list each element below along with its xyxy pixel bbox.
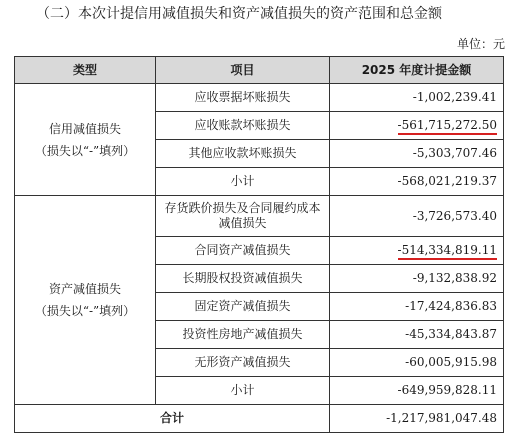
unit-label: 单位：元 [456, 37, 505, 51]
amount-underlined: -561,715,272.50 [398, 118, 497, 135]
subtotal-amount: -649,959,828.11 [330, 377, 504, 405]
header-amount: 2025 年度计提金额 [330, 57, 504, 84]
item-cell: 应收账款坏账损失 [156, 112, 330, 140]
item-cell: 固定资产减值损失 [156, 293, 330, 321]
amount-cell: -5,303,707.46 [330, 140, 504, 168]
amount-cell: -3,726,573.40 [330, 196, 504, 237]
category-asset-loss [15, 196, 156, 405]
amount-cell-highlighted [330, 112, 504, 140]
item-cell: 存货跌价损失及合同履约成本减值损失 [156, 196, 330, 237]
category-title: 信用减值损失 [48, 121, 121, 136]
amount-cell: -9,132,838.92 [330, 265, 504, 293]
subtotal-label: 小计 [156, 168, 330, 196]
total-label: 合计 [15, 405, 330, 433]
header-type: 类型 [15, 57, 156, 84]
item-cell: 其他应收款坏账损失 [156, 140, 330, 168]
item-cell: 无形资产减值损失 [156, 349, 330, 377]
item-cell: 投资性房地产减值损失 [156, 321, 330, 349]
item-cell: 应收票据坏账损失 [156, 84, 330, 112]
impairment-table [14, 56, 504, 433]
amount-cell-highlighted [330, 237, 504, 265]
amount-cell: -1,002,239.41 [330, 84, 504, 112]
amount-cell: -17,424,836.83 [330, 293, 504, 321]
category-note: （损失以“-”填列） [34, 304, 136, 318]
total-amount: -1,217,981,047.48 [330, 405, 504, 433]
item-cell: 长期股权投资减值损失 [156, 265, 330, 293]
header-item: 项目 [156, 57, 330, 84]
total-row [15, 405, 504, 433]
subtotal-amount: -568,021,219.37 [330, 168, 504, 196]
section-heading: （二）本次计提信用减值损失和资产减值损失的资产范围和总金额 [36, 6, 442, 22]
category-credit-loss [15, 84, 156, 196]
amount-underlined: -514,334,819.11 [398, 243, 497, 260]
amount-cell: -60,005,915.98 [330, 349, 504, 377]
category-note: （损失以“-”填列） [34, 143, 136, 158]
table-row [15, 196, 504, 237]
table-row [15, 84, 504, 112]
subtotal-label: 小计 [156, 377, 330, 405]
amount-cell: -45,334,843.87 [330, 321, 504, 349]
item-cell: 合同资产减值损失 [156, 237, 330, 265]
category-title: 资产减值损失 [48, 282, 121, 296]
